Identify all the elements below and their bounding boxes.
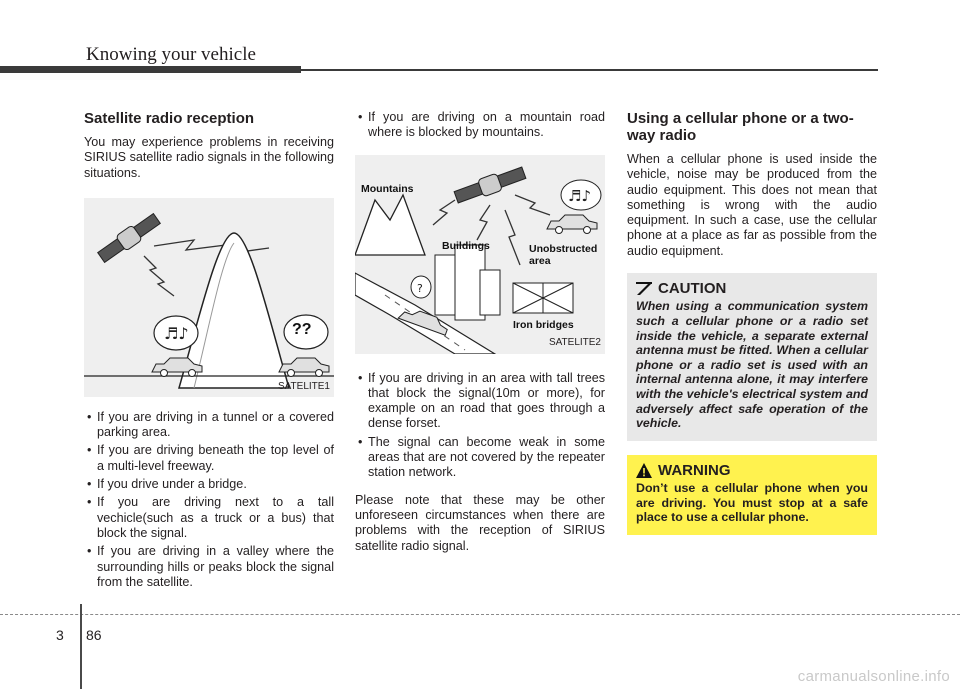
valley-illustration (84, 198, 334, 397)
question-marks-label: ?? (292, 320, 312, 338)
svg-text:?: ? (417, 281, 423, 295)
caution-text: When using a communication system such a cellular phone or a radio set inside the vehicle, a separate external antenna must be fitted. When a cellular phone or a radio set is used with an internal antenna alone, it may interfere with the vehicle's electrical system and adversely affect safe operation of the vehicle. (636, 299, 868, 431)
page-header-title: Knowing your vehicle (86, 44, 256, 65)
page-number: 86 (86, 627, 102, 643)
caution-slash-icon (636, 282, 652, 296)
figure-caption-satelite2: SATELITE2 (548, 337, 601, 349)
satellite-figure-1 (84, 198, 334, 397)
intro-paragraph: You may experience problems in receiving SIRIUS satellite radio signals in the following situations. (84, 135, 334, 180)
satellite-icon (453, 164, 527, 206)
cellular-body-paragraph: When a cellular phone is used inside the vehicle, noise may be produced from the audio equipment. This does not mean that something is wrong with the audio equipment. In such a case, use the cellular phone at a place as far as possible from the audio equipment. (627, 152, 877, 258)
list-item: • If you are driving beneath the top level of a multi-level freeway. (84, 443, 334, 474)
label-buildings: Buildings (442, 239, 490, 252)
list-item: • If you are driving in a valley where the surrounding hills or peaks block the signal from the satellite. (84, 544, 334, 590)
warning-triangle-icon (636, 463, 652, 478)
header-rule-thick (0, 66, 301, 73)
list-item: • If you are driving on a mountain road where is blocked by mountains. (355, 110, 605, 141)
list-item: • If you are driving in an area with tall trees that block the signal(10m or more), for example on an road that goes through a dense forset. (355, 371, 605, 432)
label-area: area (529, 254, 551, 267)
warning-box (627, 455, 877, 535)
list-item: • If you drive under a bridge. (84, 477, 334, 492)
tree-repeater-list (355, 371, 605, 481)
car-icon (547, 215, 597, 234)
mountain-road-list (355, 110, 605, 141)
svg-text:♬♪: ♬♪ (164, 323, 189, 343)
footer-vertical-rule (80, 604, 82, 689)
left-column (84, 110, 334, 593)
caution-title: CAUTION (658, 280, 727, 298)
satellite-icon (96, 211, 162, 265)
list-item: • If you are driving next to a tall vechicle(such as a truck or a bus) that block the signal. (84, 495, 334, 541)
label-unobstructed: Unobstructed (529, 242, 598, 255)
caution-title-row (636, 281, 868, 296)
list-item: • The signal can become weak in some areas that are not covered by the repeater station network. (355, 435, 605, 481)
note-paragraph: Please note that these may be other unforeseen circumstances when there are problems with the reception of SIRIUS satellite radio signal. (355, 492, 605, 553)
list-item: • If you are driving in a tunnel or a covered parking area. (84, 410, 334, 441)
label-iron-bridges: Iron bridges (513, 318, 574, 331)
right-column (627, 110, 877, 535)
middle-column (355, 110, 605, 554)
figure-caption-satelite1: SATELITE1 (277, 380, 330, 392)
section-heading-cellular-phone: Using a cellular phone or a two-way radio (627, 110, 854, 144)
header-rule-thin (301, 69, 878, 71)
satellite-figure-2 (355, 155, 605, 354)
warning-title: WARNING (658, 461, 731, 479)
watermark: carmanualsonline.info (797, 668, 950, 685)
warning-text: Don’t use a cellular phone when you are driving. You must stop at a safe place to use a cellular phone. (636, 481, 868, 525)
svg-text:♬♪: ♬♪ (568, 186, 592, 205)
warning-title-row (636, 463, 868, 478)
section-heading-satellite-reception: Satellite radio reception (84, 110, 255, 127)
footer-dashed-rule (0, 614, 960, 615)
car-icon-right (279, 358, 329, 377)
label-mountains: Mountains (361, 182, 414, 195)
chapter-number: 3 (56, 627, 64, 643)
caution-box (627, 273, 877, 441)
reception-problem-list (84, 410, 334, 590)
